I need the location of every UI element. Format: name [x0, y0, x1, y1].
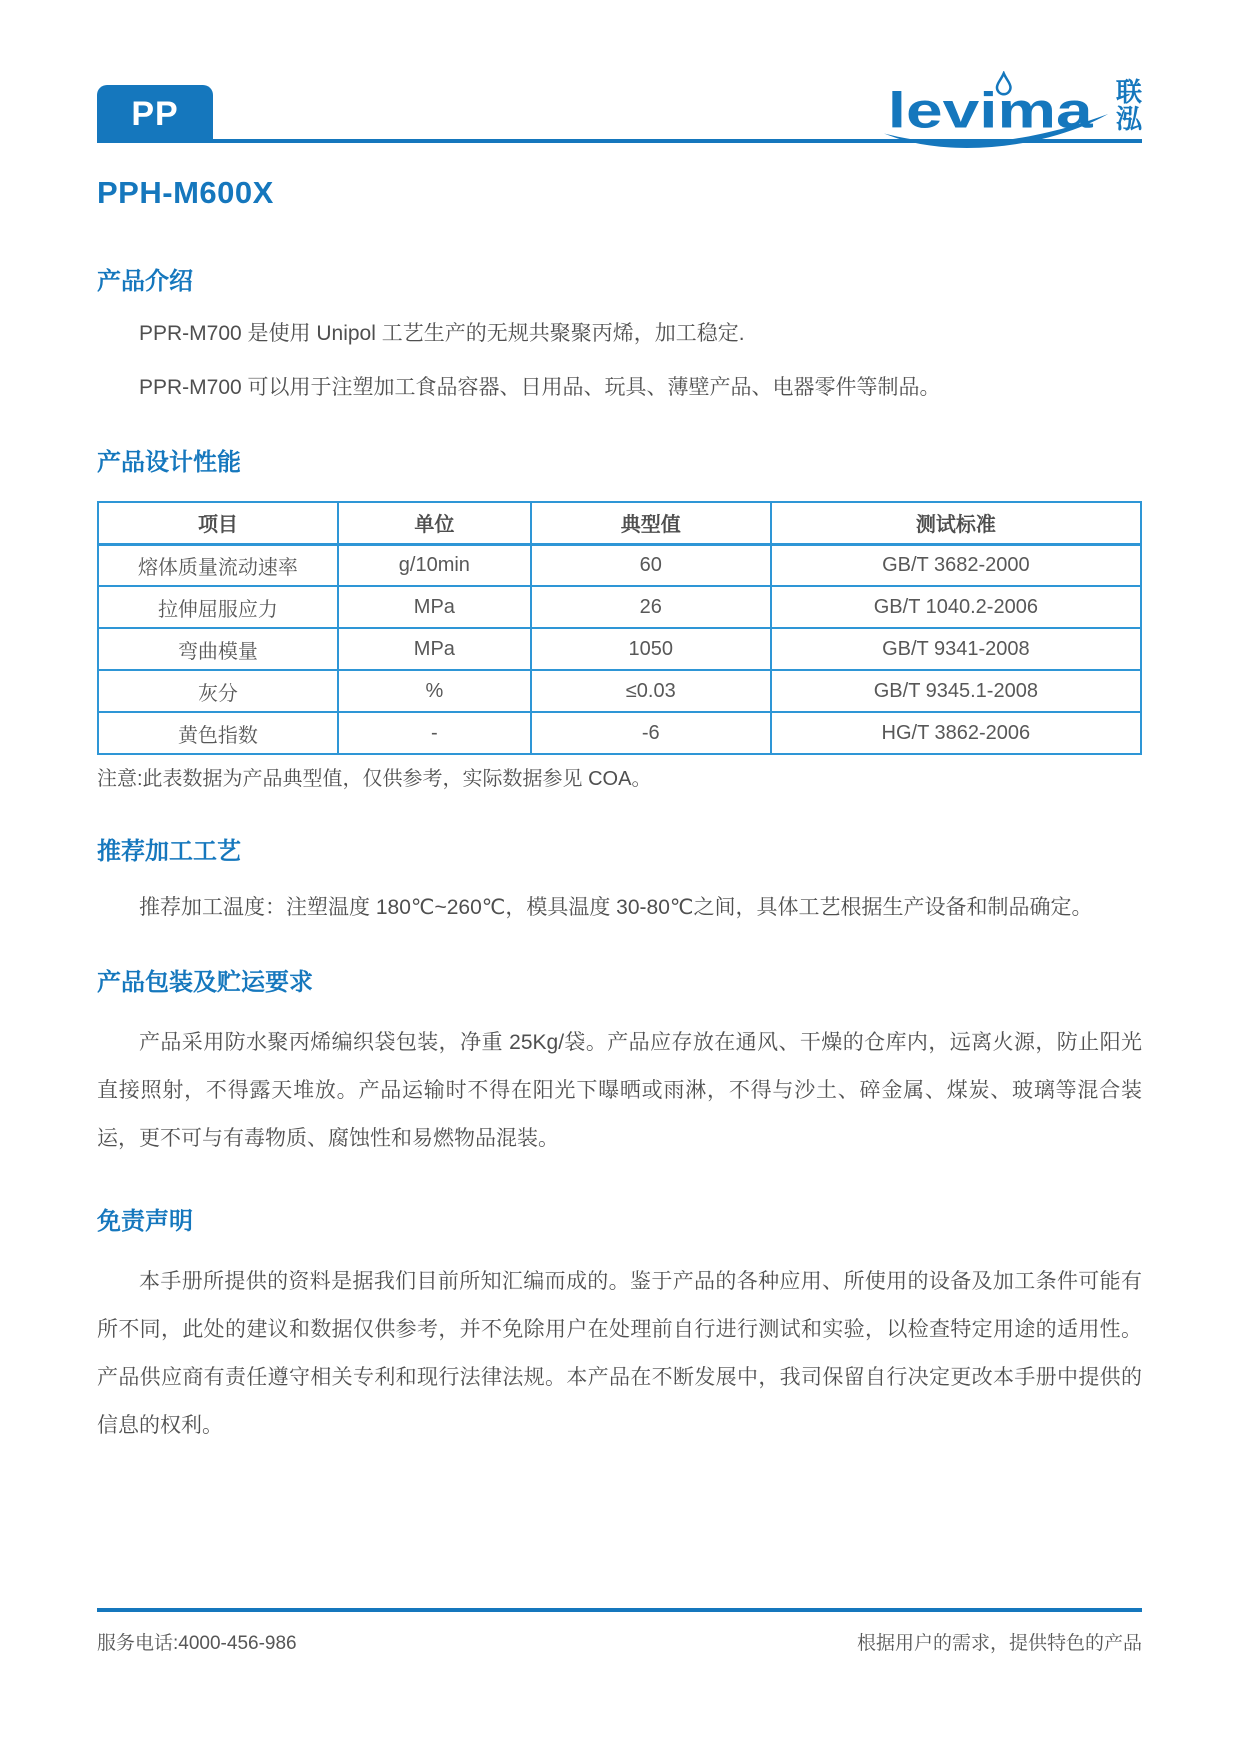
footer-service-phone: 服务电话:4000-456-986: [97, 1633, 297, 1654]
column-header-unit: 单位: [338, 502, 531, 544]
cell-standard: GB/T 9345.1-2008: [771, 670, 1141, 712]
product-category-label: PP: [131, 94, 179, 133]
section-heading-packaging: 产品包装及贮运要求: [97, 969, 313, 996]
cell-typical: -6: [531, 712, 771, 754]
table-header-row: [98, 502, 1141, 544]
section-heading-disclaimer: 免责声明: [97, 1208, 193, 1235]
processing-text: 推荐加工温度：注塑温度 180℃~260℃，模具温度 30-80℃之间，具体工艺根据生产设备和制品确定。: [139, 896, 1093, 919]
column-header-typical: 典型值: [531, 502, 771, 544]
cell-typical: 26: [531, 586, 771, 628]
cell-typical: 60: [531, 544, 771, 586]
column-header-item: 项目: [98, 502, 338, 544]
logo-wordmark: levima: [887, 82, 1095, 139]
section-heading-processing: 推荐加工工艺: [97, 838, 241, 865]
intro-line-1: PPR-M700 是使用 Unipol 工艺生产的无规共聚聚丙烯，加工稳定.: [139, 322, 745, 345]
section-heading-properties: 产品设计性能: [97, 449, 241, 476]
cell-typical: ≤0.03: [531, 670, 771, 712]
logo-cn-top: 联: [1115, 77, 1142, 107]
table-row: [98, 628, 1141, 670]
cell-unit: g/10min: [338, 544, 531, 586]
cell-standard: GB/T 1040.2-2006: [771, 586, 1141, 628]
cell-property: 拉伸屈服应力: [98, 586, 338, 628]
cell-property: 弯曲模量: [98, 628, 338, 670]
levima-wordmark-icon: [880, 71, 1112, 157]
cell-property: 黄色指数: [98, 712, 338, 754]
cell-property: 灰分: [98, 670, 338, 712]
intro-line-2: PPR-M700 可以用于注塑加工食品容器、日用品、玩具、薄壁产品、电器零件等制品。: [139, 376, 941, 399]
cell-unit: %: [338, 670, 531, 712]
table-note: 注意:此表数据为产品典型值，仅供参考，实际数据参见 COA。: [97, 768, 652, 790]
page-footer: [97, 1608, 1142, 1655]
cell-standard: GB/T 9341-2008: [771, 628, 1141, 670]
cell-unit: MPa: [338, 628, 531, 670]
levima-logo: [880, 71, 1142, 157]
logo-chinese-characters: [1116, 79, 1142, 133]
table-row: [98, 544, 1141, 586]
product-title: PPH-M600X: [97, 175, 274, 210]
cell-standard: HG/T 3862-2006: [771, 712, 1141, 754]
column-header-standard: 测试标准: [771, 502, 1141, 544]
cell-unit: -: [338, 712, 531, 754]
product-category-badge: [97, 85, 213, 143]
properties-table: [97, 501, 1142, 755]
page-header: [97, 77, 1142, 145]
cell-property: 熔体质量流动速率: [98, 544, 338, 586]
table-row: [98, 586, 1141, 628]
cell-unit: MPa: [338, 586, 531, 628]
table-row: [98, 670, 1141, 712]
logo-cn-bottom: 泓: [1115, 104, 1142, 134]
disclaimer-text: 本手册所提供的资料是据我们目前所知汇编而成的。鉴于产品的各种应用、所使用的设备及加工条件可能有所不同，此处的建议和数据仅供参考，并不免除用户在处理前自行进行测试和实验，以检查特定用途的适用性。产品供应商有责任遵守相关专利和现行法律法规。本产品在不断发展中，我司保留自行决定更改本手册中提供的信息的权利。: [97, 1270, 1142, 1437]
footer-slogan: 根据用户的需求，提供特色的产品: [856, 1633, 1142, 1654]
section-heading-intro: 产品介绍: [97, 268, 193, 295]
table-row: [98, 712, 1141, 754]
cell-standard: GB/T 3682-2000: [771, 544, 1141, 586]
packaging-text: 产品采用防水聚丙烯编织袋包装，净重 25Kg/袋。产品应存放在通风、干燥的仓库内，远离火源，防止阳光直接照射，不得露天堆放。产品运输时不得在阳光下曝晒或雨淋，不得与沙土、碎金属、煤炭、玻璃等混合装运，更不可与有毒物质、腐蚀性和易燃物品混装。: [97, 1031, 1142, 1150]
cell-typical: 1050: [531, 628, 771, 670]
